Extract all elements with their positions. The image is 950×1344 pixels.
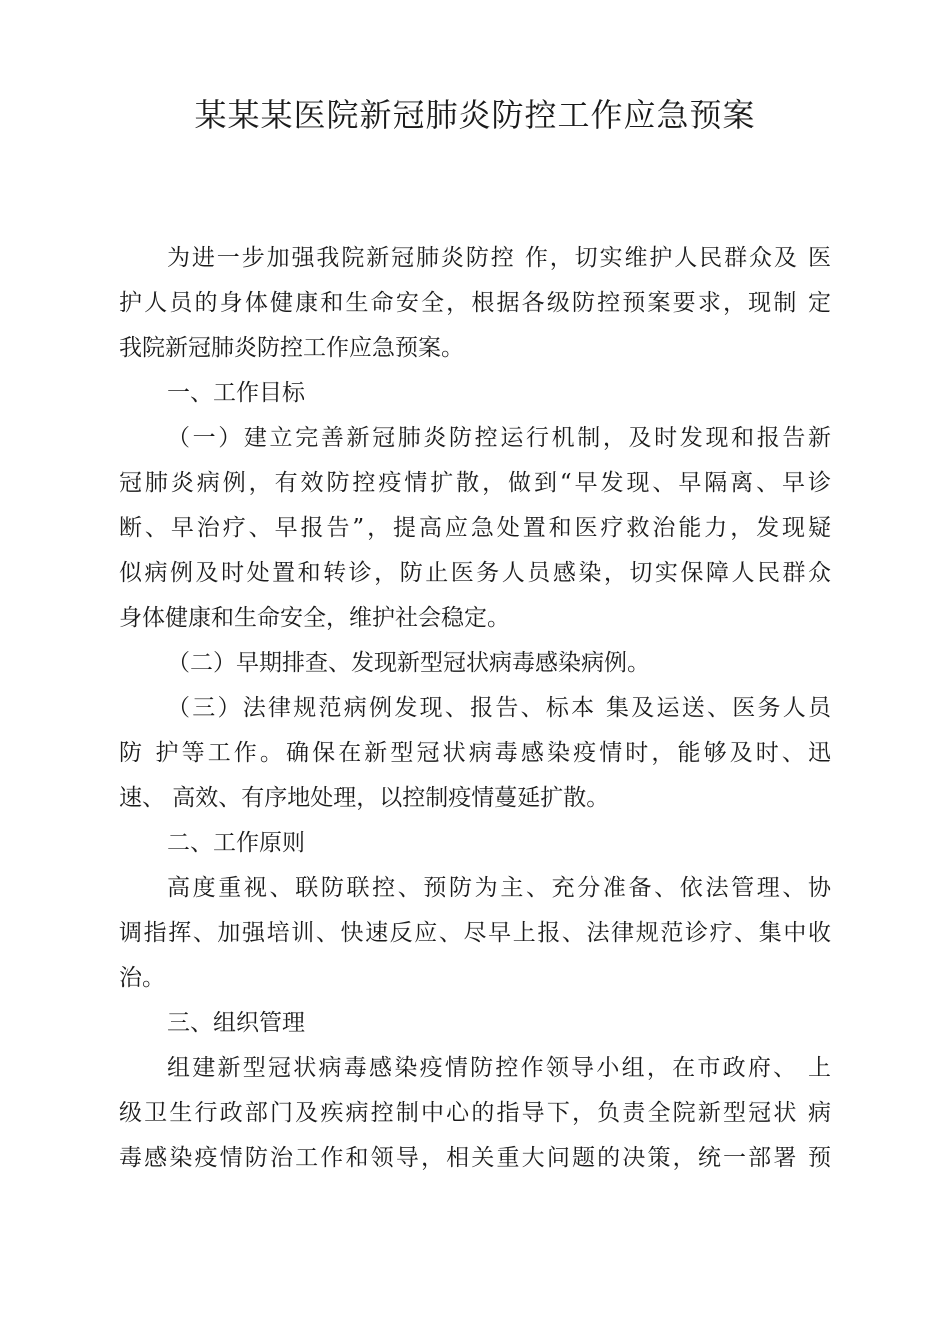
paragraph-line: （一）建立完善新冠肺炎防控运行机制，及时发现和报告新 <box>167 425 831 451</box>
paragraph-line: 组建新型冠状病毒感染疫情防控作领导小组，在市政府、 上 <box>167 1055 831 1081</box>
paragraph-line: 护人员的身体健康和生命安全，根据各级防控预案要求，现制 定 <box>119 290 831 316</box>
paragraph-line: 为进一步加强我院新冠肺炎防控 作，切实维护人民群众及 医 <box>167 245 831 271</box>
paragraph-line: 防 护等工作。确保在新型冠状病毒感染疫情时，能够及时、迅 <box>119 740 831 766</box>
section-heading: 一、工作目标 <box>167 380 305 406</box>
paragraph-line: 调指挥、加强培训、快速反应、尽早上报、法律规范诊疗、集中收 <box>119 920 831 946</box>
section-heading: 二、工作原则 <box>167 830 305 856</box>
paragraph-line: 我院新冠肺炎防控工作应急预案。 <box>119 335 464 361</box>
paragraph-line: 治。 <box>119 965 165 991</box>
paragraph-line: 毒感染疫情防治工作和领导，相关重大问题的决策，统一部署 预 <box>119 1145 831 1171</box>
paragraph-line: 身体健康和生命安全，维护社会稳定。 <box>119 605 510 631</box>
paragraph-line: （三）法律规范病例发现、报告、标本 集及运送、医务人员 <box>167 695 831 721</box>
paragraph-line: 冠肺炎病例，有效防控疫情扩散，做到“早发现、早隔离、早诊 <box>119 470 831 496</box>
document-title: 某某某医院新冠肺炎防控工作应急预案 <box>194 96 756 134</box>
paragraph-line: 断、早治疗、早报告”，提高应急处置和医疗救治能力，发现疑 <box>119 515 831 541</box>
paragraph-line: （二）早期排查、发现新型冠状病毒感染病例。 <box>167 650 650 676</box>
paragraph-line: 速、 高效、有序地处理，以控制疫情蔓延扩散。 <box>119 785 610 811</box>
section-heading: 三、组织管理 <box>167 1010 305 1036</box>
paragraph-line: 高度重视、联防联控、预防为主、充分准备、依法管理、协 <box>167 875 831 901</box>
paragraph-line: 似病例及时处置和转诊，防止医务人员感染，切实保障人民群众 <box>119 560 831 586</box>
document-body <box>119 236 831 1181</box>
paragraph-line: 级卫生行政部门及疾病控制中心的指导下，负责全院新型冠状 病 <box>119 1100 831 1126</box>
